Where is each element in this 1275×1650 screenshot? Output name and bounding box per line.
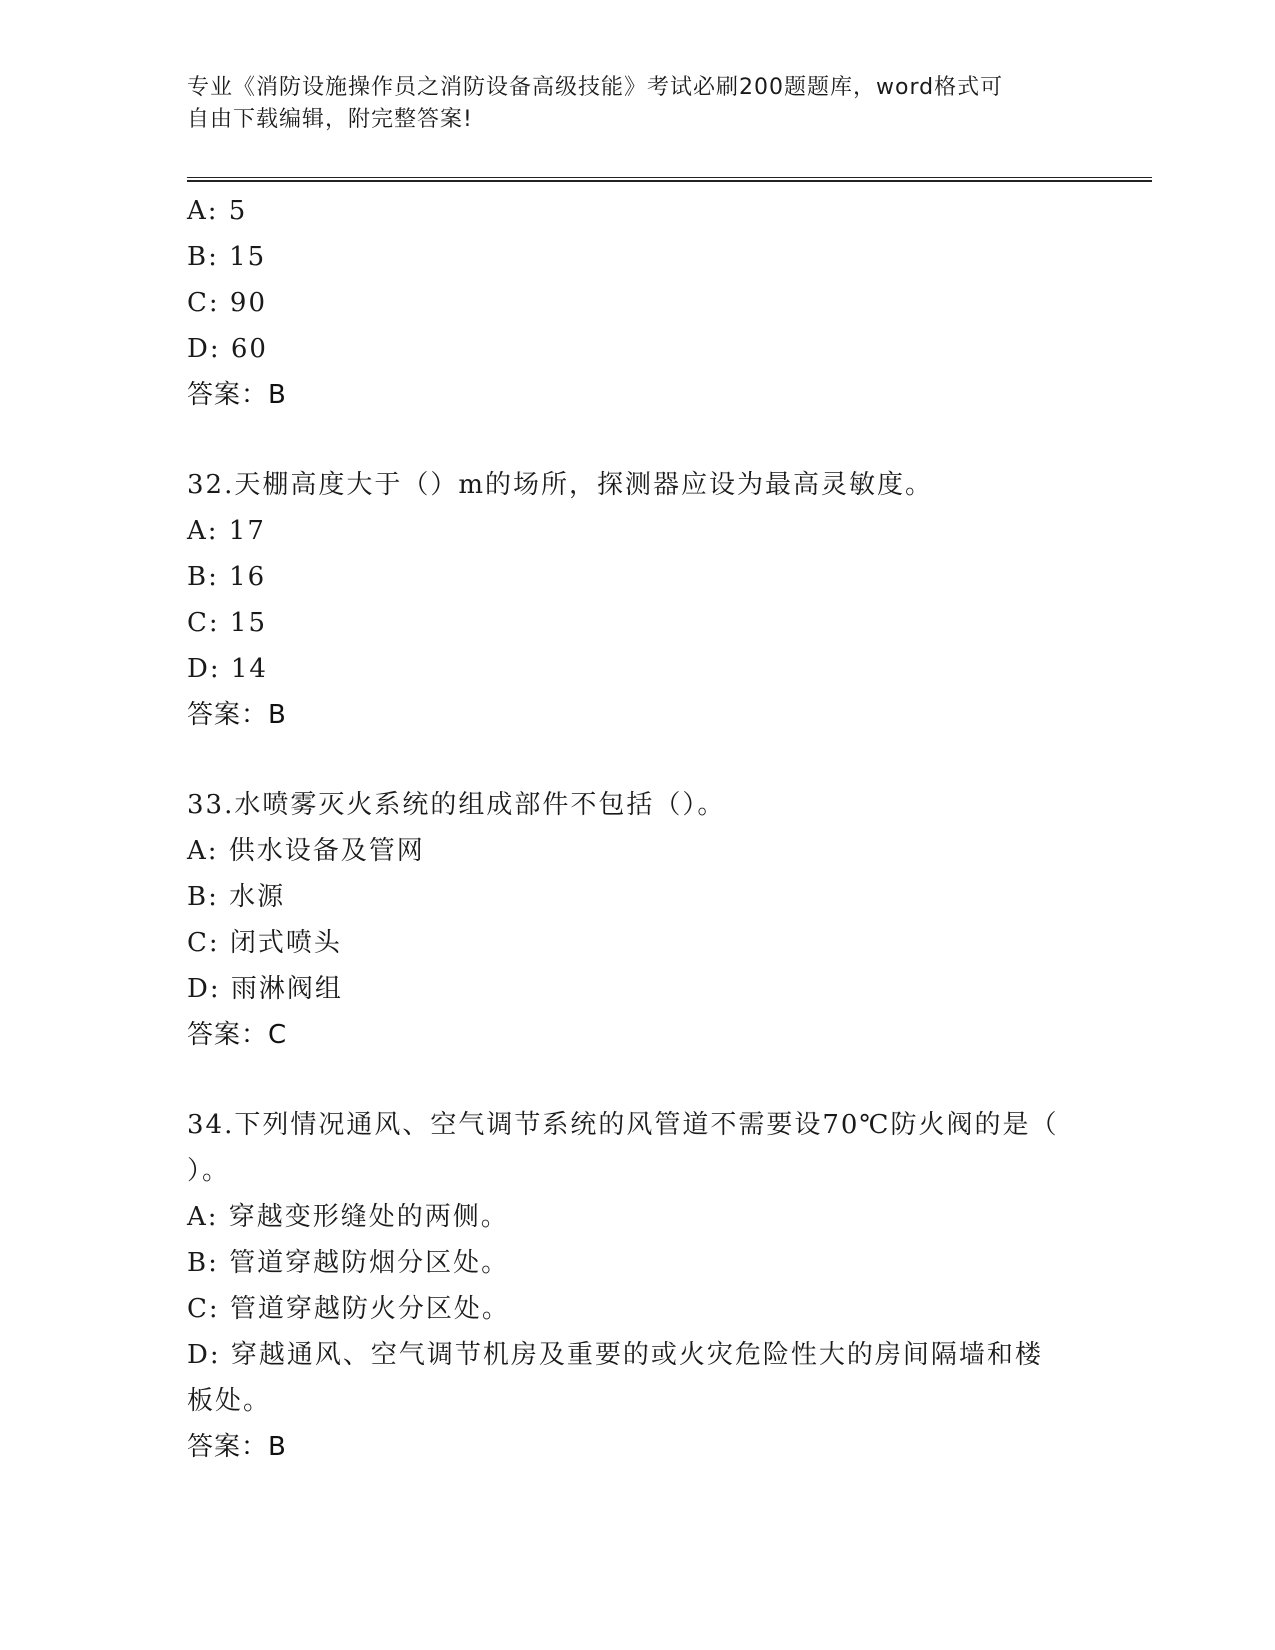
option-b: B: 水源 <box>187 882 286 912</box>
option-b: B: 15 <box>187 242 267 272</box>
option-d: D: 60 <box>187 334 268 364</box>
page-header <box>187 72 1067 136</box>
spacer <box>187 1058 1087 1102</box>
option-a: A: 17 <box>187 516 266 546</box>
answer: 答案：B <box>187 1432 287 1462</box>
spacer <box>187 418 1087 462</box>
option-b: B: 管道穿越防烟分区处。 <box>187 1248 510 1278</box>
option-d: D: 14 <box>187 654 268 684</box>
option-c: C: 90 <box>187 288 268 318</box>
question-33 <box>187 782 1087 1058</box>
answer: 答案：B <box>187 380 287 410</box>
question-stem: 33.水喷雾灭火系统的组成部件不包括（）。 <box>187 790 726 820</box>
option-c: C: 15 <box>187 608 268 638</box>
answer: 答案：C <box>187 1020 288 1050</box>
option-d-line-1: D: 穿越通风、空气调节机房及重要的或火灾危险性大的房间隔墙和楼 <box>187 1340 1043 1370</box>
question-32 <box>187 462 1087 738</box>
spacer <box>187 738 1087 782</box>
answer: 答案：B <box>187 700 287 730</box>
question-list <box>187 188 1087 1470</box>
option-a: A: 供水设备及管网 <box>187 836 425 866</box>
question-34 <box>187 1102 1087 1470</box>
option-a: A: 穿越变形缝处的两侧。 <box>187 1202 509 1232</box>
header-line-2: 自由下载编辑，附完整答案! <box>187 107 473 132</box>
option-c: C: 管道穿越防火分区处。 <box>187 1294 510 1324</box>
question-stem: 32.天棚高度大于（）m的场所，探测器应设为最高灵敏度。 <box>187 470 934 500</box>
option-b: B: 16 <box>187 562 267 592</box>
header-divider <box>187 177 1152 182</box>
question-stem-line-1: 34.下列情况通风、空气调节系统的风管道不需要设70℃防火阀的是（ <box>187 1110 1059 1140</box>
option-d-line-2: 板处。 <box>187 1386 272 1416</box>
header-line-1: 专业《消防设施操作员之消防设备高级技能》考试必刷200题题库，word格式可 <box>187 75 1004 100</box>
option-a: A: 5 <box>187 196 248 226</box>
question-stem-line-2: ）。 <box>187 1156 231 1186</box>
option-d: D: 雨淋阀组 <box>187 974 343 1004</box>
option-c: C: 闭式喷头 <box>187 928 342 958</box>
question-31 <box>187 188 1087 418</box>
